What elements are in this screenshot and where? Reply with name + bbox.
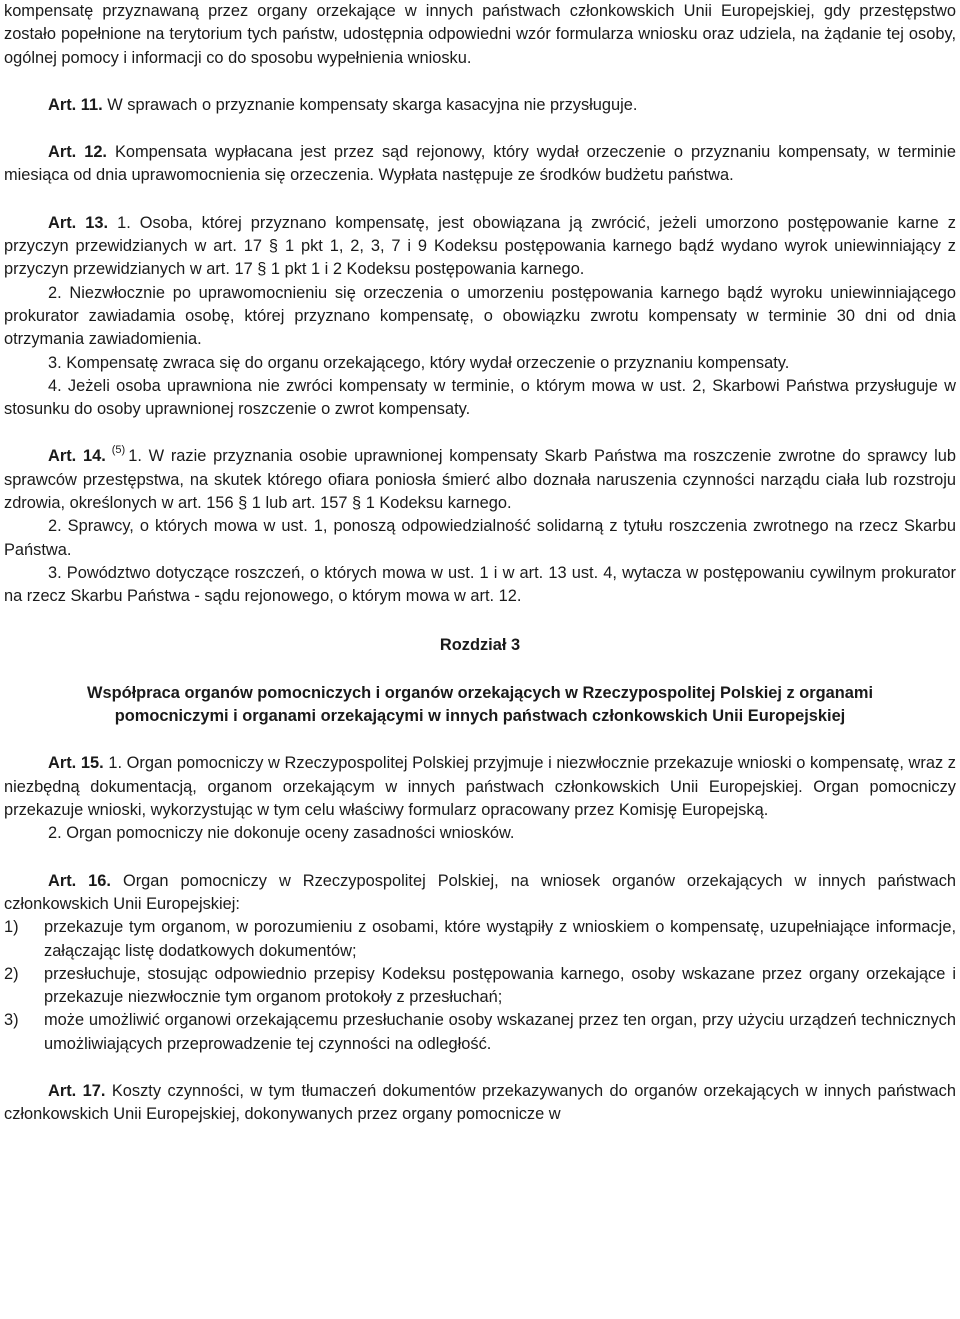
article-17: [4, 1080, 956, 1127]
article-13-paragraph-2: 2. Niezwłocznie po uprawomocnieniu się orzeczenia o umorzeniu postępowania karnego bądź wyroku uniewinniającego prokurator zawiadamia osobę, której przyznano kompensatę, o obowiązku zwrotu kompensaty w terminie 30 dni od dnia otrzymania zawiadomienia.: [4, 283, 956, 349]
article-text: W sprawach o przyznanie kompensaty skarga kasacyjna nie przysługuje.: [107, 95, 638, 114]
list-item: [4, 1009, 956, 1056]
list-item-number: 2): [4, 964, 19, 983]
list-item-text: przesłuchuje, stosując odpowiednio przepisy Kodeksu postępowania karnego, osoby wskazane przez organy orzekające i przekazuje niezwłocznie tym organom protokoły z przesłuchań;: [44, 964, 956, 1007]
article-12: [4, 141, 956, 188]
article-14-paragraph-1: [4, 445, 956, 515]
list-item-text: może umożliwić organowi orzekającemu przesłuchanie osoby wskazanej przez ten organ, przy użyciu urządzeń technicznych umożliwiających przeprowadzenie tej czynności na odległość.: [44, 1011, 956, 1053]
chapter-number: Rozdział 3: [439, 635, 521, 654]
list-item: [4, 963, 956, 1010]
article-14-paragraph-2: 2. Sprawcy, o których mowa w ust. 1, ponoszą odpowiedzialność solidarną z tytułu roszczenia zwrotnego na rzecz Skarbu Państwa.: [4, 517, 956, 559]
article-text: 1. Organ pomocniczy w Rzeczypospolitej Polskiej przyjmuje i niezwłocznie przekazuje wnioski o kompensatę, wraz z niezbędną dokumentacją, organom orzekającym w innych państwach członkowskich Unii Europejskiej. Organ pomocniczy przekazuje wnioski, wykorzystując w tym celu właściwy formularz opracowany przez Komisję Europejską.: [4, 754, 956, 820]
article-15-paragraph-1: [4, 752, 956, 822]
article-15-paragraph-2: 2. Organ pomocniczy nie dokonuje oceny zasadności wniosków.: [48, 824, 515, 843]
article-label: Art. 16.: [48, 871, 111, 890]
article-13-paragraph-1: [4, 212, 956, 282]
article-14-paragraph-3: 3. Powództwo dotyczące roszczeń, o których mowa w ust. 1 i w art. 13 ust. 4, wytacza w postępowaniu cywilnym prokurator na rzecz Skarbu Państwa - sądu rejonowego, o którym mowa w art. 12.: [4, 563, 956, 606]
footnote-marker: (5): [111, 444, 126, 457]
article-16-intro: [4, 870, 956, 917]
article-text: 1. Osoba, której przyznano kompensatę, jest obowiązana ją zwrócić, jeżeli umorzono postępowanie karne z przyczyn przewidzianych w art. 17 § 1 pkt 1, 2, 3, 7 i 9 Kodeksu postępowania karnego bądź wydano wyrok uniewinniający z przyczyn przewidzianych w art. 17 § 1 pkt 1 i 2 Kodeksu postępowania karnego.: [4, 213, 956, 279]
article-text: Organ pomocniczy w Rzeczypospolitej Polskiej, na wniosek organów orzekających w innych państwach członkowskich Unii Europejskiej:: [4, 871, 957, 913]
article-label: Art. 11.: [48, 95, 103, 114]
article-label: Art. 15.: [48, 754, 104, 773]
article-text: Kompensata wypłacana jest przez sąd rejonowy, który wydał orzeczenie o przyznaniu kompensaty, w terminie miesiąca od dnia uprawomocnienia się orzeczenia. Wypłata następuje ze środków budżetu państwa.: [4, 143, 956, 185]
article-label: Art. 14.: [48, 447, 106, 466]
continuation-paragraph: kompensatę przyznawaną przez organy orzekające w innych państwach członkowskich Unii Europejskiej, gdy przestępstwo zostało popełnione na terytorium tych państw, udostępnia odpowiedni wzór formularza wniosku oraz udziela, na żądanie tej osoby, ogólnej pomocy i informacji co do sposobu wypełnienia wniosku.: [4, 2, 956, 67]
article-11: [4, 94, 956, 117]
chapter-title: Współpraca organów pomocniczych i organów orzekających w Rzeczypospolitej Polskiej z organami pomocniczymi i organami orzekającymi w innych państwach członkowskich Unii Europejskiej: [86, 683, 874, 726]
list-item-number: 1): [4, 918, 19, 937]
article-label: Art. 13.: [48, 213, 109, 232]
article-13-paragraph-4: 4. Jeżeli osoba uprawniona nie zwróci kompensaty w terminie, o którym mowa w ust. 2, Skarbowi Państwa przysługuje w stosunku do osoby uprawnionej roszczenie o zwrot kompensaty.: [4, 376, 956, 419]
article-13-paragraph-3: 3. Kompensatę zwraca się do organu orzekającego, który wydał orzeczenie o przyznaniu kompensaty.: [48, 353, 790, 372]
article-text: 1. W razie przyznania osobie uprawnionej kompensaty Skarb Państwa ma roszczenie zwrotne do sprawcy lub sprawców przestępstwa, na skutek którego ofiara poniosła śmierć albo doznała naruszenia czynności narządu ciała lub rozstroju zdrowia, określonych w art. 156 § 1 lub art. 157 § 1 Kodeksu karnego.: [4, 447, 956, 513]
list-item-number: 3): [4, 1011, 19, 1030]
article-text: Koszty czynności, w tym tłumaczeń dokumentów przekazywanych do organów orzekających w innych państwach członkowskich Unii Europejskiej, dokonywanych przez organy pomocnicze w: [4, 1081, 956, 1124]
article-label: Art. 17.: [48, 1081, 106, 1100]
article-label: Art. 12.: [48, 143, 107, 162]
list-item: [4, 916, 956, 963]
list-item-text: przekazuje tym organom, w porozumieniu z osobami, które wystąpiły z wnioskiem o kompensatę, uzupełniające informacje, załączając listę dodatkowych dokumentów;: [44, 918, 956, 960]
document-page: [4, 0, 956, 1127]
